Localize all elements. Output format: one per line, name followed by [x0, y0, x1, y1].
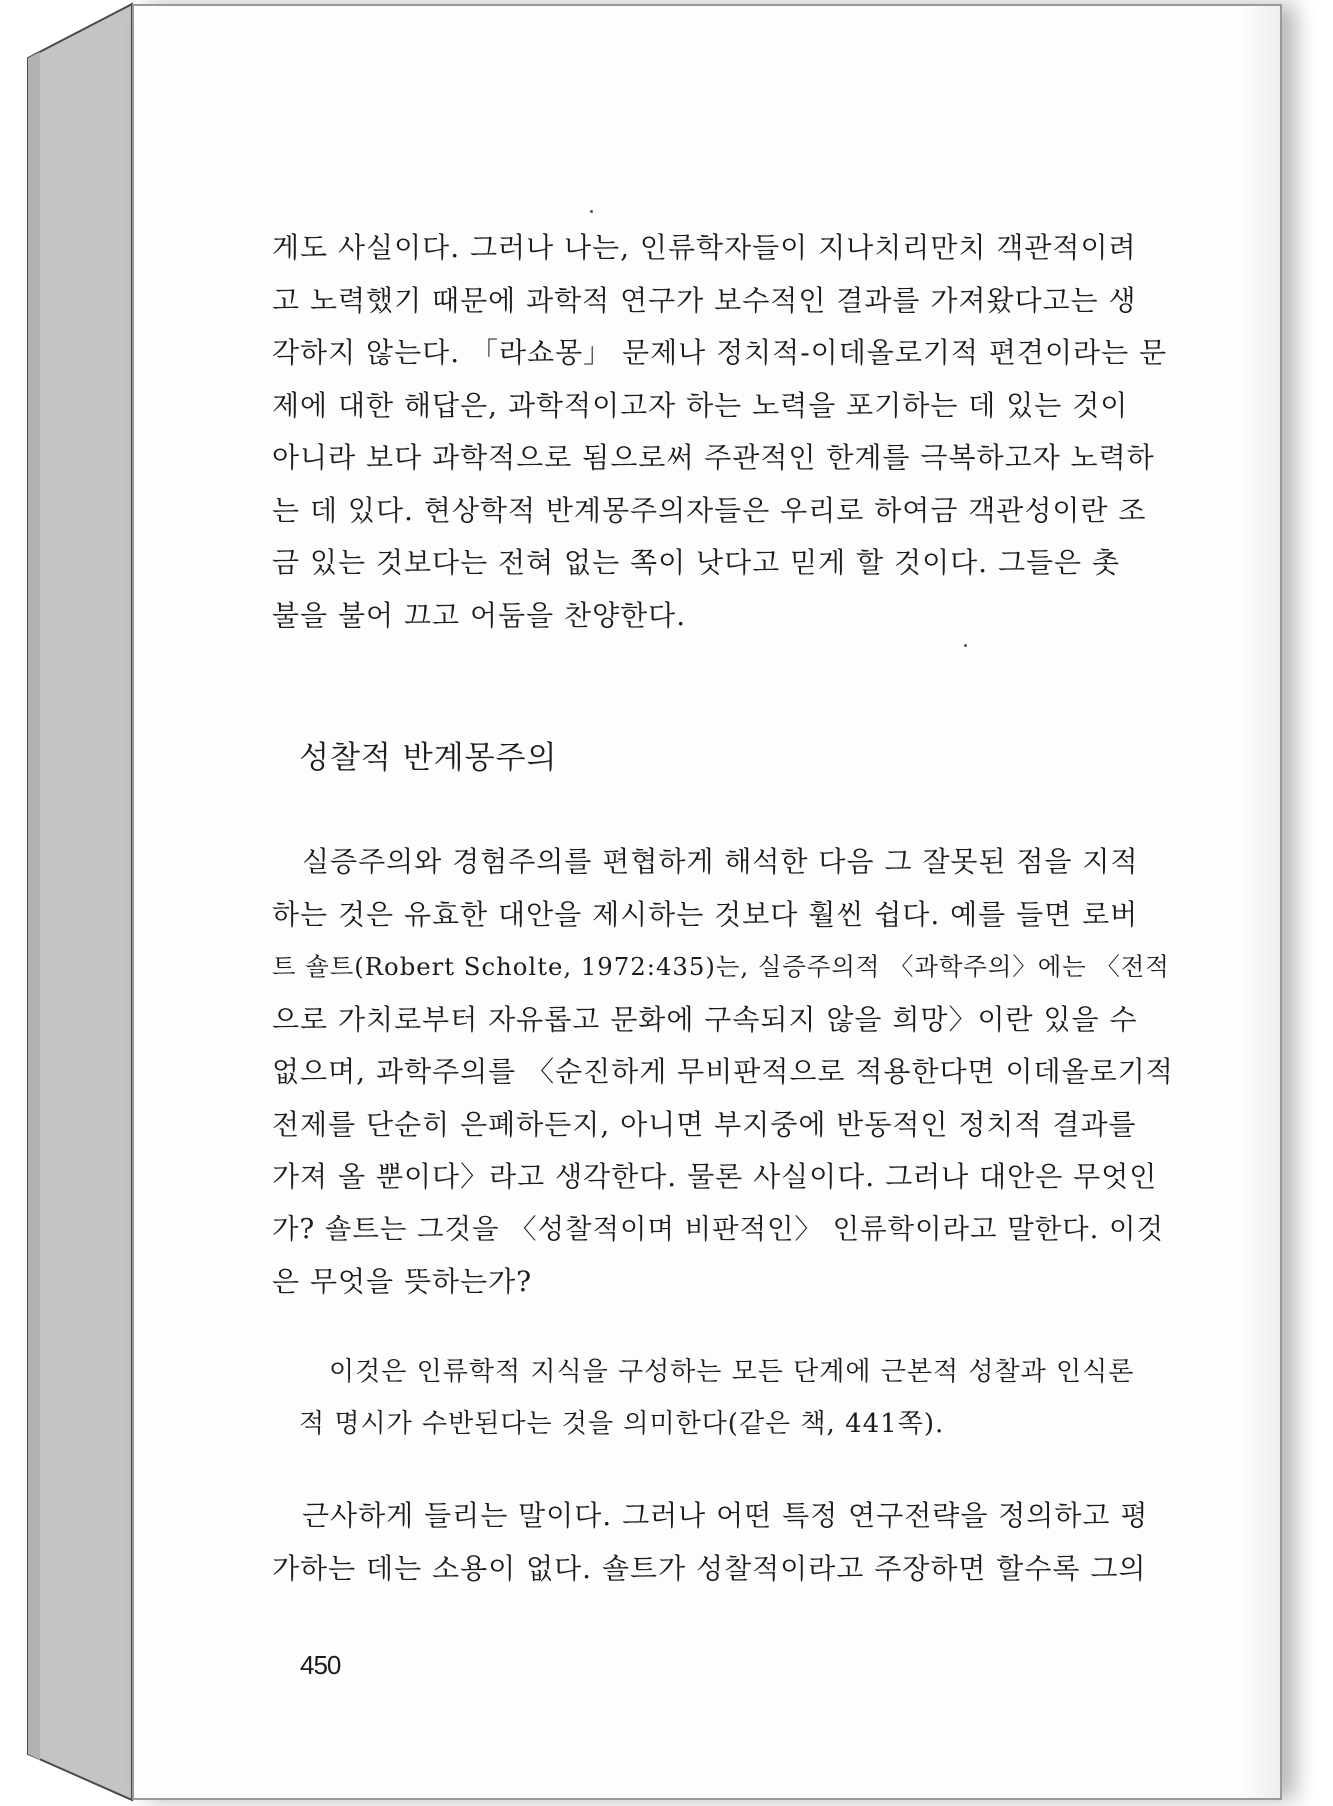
paragraph-2: [272, 836, 1182, 1309]
paragraph-2-line: 가? 숄트는 그것을 〈성찰적이며 비판적인〉 인류학이라고 말한다. 이것: [272, 1213, 1165, 1245]
block-quote: [299, 1346, 1179, 1450]
paragraph-2-line: 실증주의와 경험주의를 편협하게 해석한 다음 그 잘못된 점을 지적: [302, 845, 1139, 878]
section-heading: 성찰적 반계몽주의: [299, 740, 558, 776]
paragraph-2-line: 전제를 단순히 은폐하든지, 아니면 부지중에 반동적인 정치적 결과를: [272, 1107, 1137, 1141]
paragraph-1-line: 아니라 보다 과학적으로 됨으로써 주관적인 한계를 극복하고자 노력하: [272, 441, 1155, 474]
paragraph-1-line: 고 노력했기 때문에 과학적 연구가 보수적인 결과를 가져왔다고는 생: [272, 283, 1137, 317]
book-page: [132, 4, 1282, 1800]
paragraph-3-line: 근사하게 들리는 말이다. 그러나 어떤 특정 연구전략을 정의하고 평: [302, 1499, 1149, 1532]
paragraph-2-line: 으로 가치로부터 자유롭고 문화에 구속되지 않을 희망〉이란 있을 수: [272, 1002, 1138, 1036]
paragraph-3: [272, 1490, 1182, 1595]
paragraph-1-line: 는 데 있다. 현상학적 반계몽주의자들은 우리로 하여금 객관성이란 조: [272, 493, 1147, 527]
paragraph-3-line: 가하는 데는 소용이 없다. 숄트가 성찰적이라고 주장하면 할수록 그의: [272, 1551, 1147, 1585]
page-number: 450: [300, 1650, 341, 1680]
paragraph-2-line: 가져 올 뿐이다〉라고 생각한다. 물론 사실이다. 그러나 대안은 무엇인: [272, 1160, 1158, 1193]
paragraph-1-line: 게도 사실이다. 그러나 나는, 인류학자들이 지나치리만치 객관적이려: [272, 231, 1137, 264]
paragraph-1: [272, 222, 1182, 642]
block-quote-line: 적 명시가 수반된다는 것을 의미한다(같은 책, 441쪽).: [299, 1409, 945, 1439]
book-spine: [0, 0, 134, 1806]
paragraph-2-line: 트 숄트(Robert Scholte, 1972:435)는, 실증주의적 〈과학주의〉에는 〈전적: [272, 952, 1170, 981]
paragraph-2-line: 하는 것은 유효한 대안을 제시하는 것보다 훨씬 쉽다. 예를 들면 로버: [272, 897, 1139, 931]
paragraph-1-line: 금 있는 것보다는 전혀 없는 쪽이 낫다고 믿게 할 것이다. 그들은 촛: [272, 546, 1121, 579]
paragraph-1-line: 각하지 않는다. 「라쇼몽」 문제나 정치적-이데올로기적 편견이라는 문: [272, 336, 1168, 369]
scan-speck: [590, 210, 593, 213]
paragraph-1-line: 불을 불어 끄고 어둠을 찬양한다.: [272, 598, 687, 632]
paragraph-2-line: 없으며, 과학주의를 〈순진하게 무비판적으로 적용한다면 이데올로기적: [272, 1055, 1174, 1088]
scan-speck: [964, 644, 967, 647]
paragraph-2-line: 은 무엇을 뜻하는가?: [272, 1265, 533, 1298]
page-edge-shadow: [1240, 6, 1280, 1798]
block-quote-line: 이것은 인류학적 지식을 구성하는 모든 단계에 근본적 성찰과 인식론: [329, 1357, 1135, 1387]
paragraph-1-line: 제에 대한 해답은, 과학적이고자 하는 노력을 포기하는 데 있는 것이: [272, 388, 1129, 422]
